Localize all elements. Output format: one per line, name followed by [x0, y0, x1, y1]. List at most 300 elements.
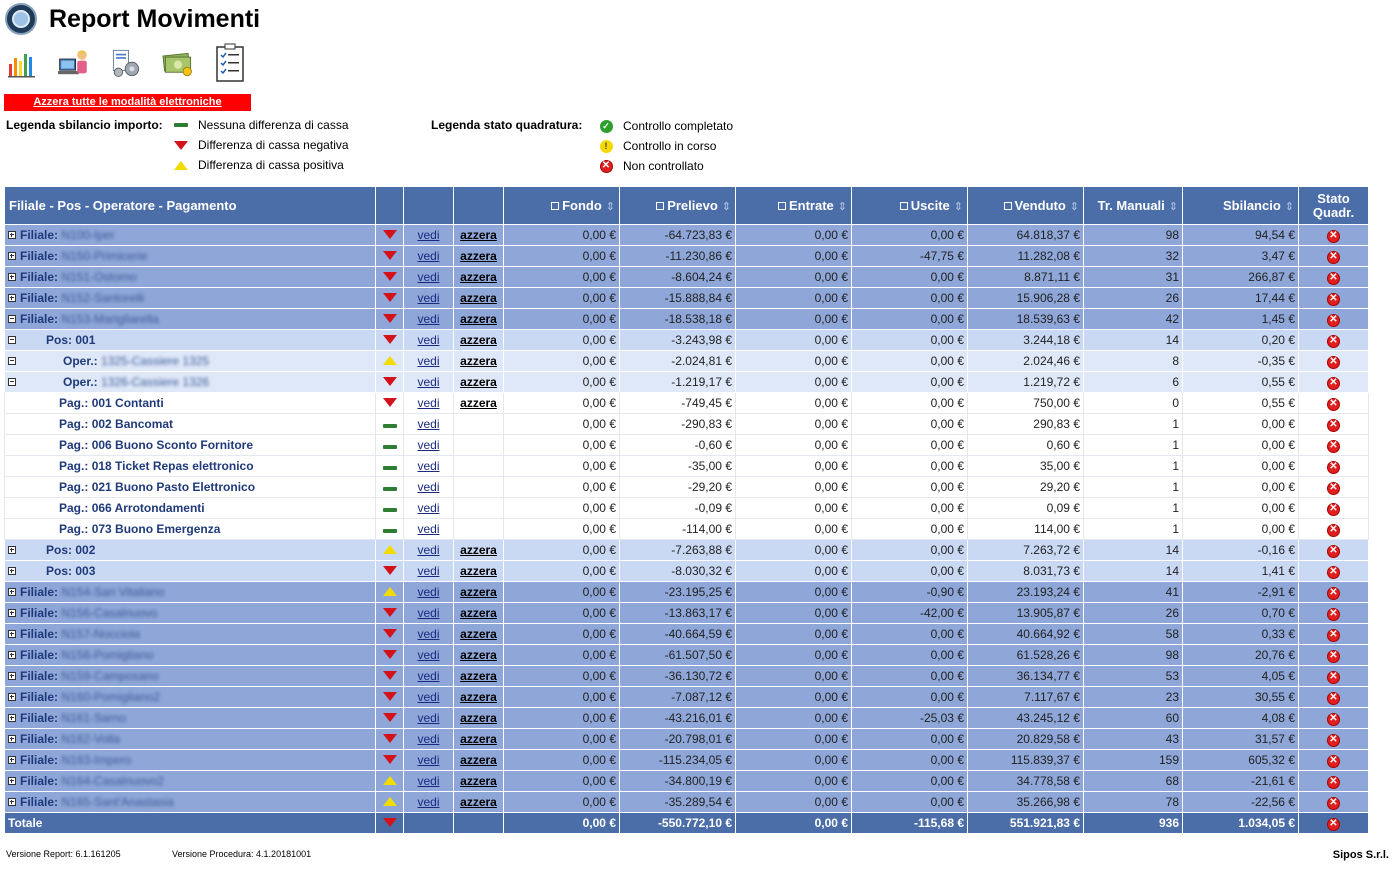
prelievo-cell: -11.230,86 € [620, 246, 736, 267]
azzera-link[interactable]: azzera [460, 711, 497, 725]
col-header-prelievo[interactable]: Prelievo ⇕ [620, 187, 736, 225]
total-row [5, 813, 1369, 834]
not-checked-icon[interactable]: ✕ [1327, 461, 1340, 474]
fondo-cell: 0,00 € [504, 519, 620, 540]
indicator-cell [376, 288, 404, 309]
vedi-link[interactable]: vedi [417, 648, 440, 662]
not-checked-icon[interactable]: ✕ [1327, 482, 1340, 495]
row-label: 018 Ticket Repas elettronico [91, 459, 254, 473]
vedi-link[interactable]: vedi [417, 543, 440, 557]
row-name-cell [5, 540, 376, 561]
azzera-cell [454, 351, 504, 372]
report-table [4, 186, 1369, 834]
row-name-cell [5, 792, 376, 813]
sbilancio-cell: -2,91 € [1183, 582, 1299, 603]
vedi-link[interactable]: vedi [417, 354, 440, 368]
row-prefix: Pos: [46, 564, 73, 578]
venduto-cell: 750,00 € [968, 393, 1084, 414]
pag-row [5, 477, 1369, 498]
legend-item-negative [172, 138, 349, 152]
row-label: N157-Nocciola [61, 627, 141, 641]
pag-row [5, 519, 1369, 540]
sbilancio-cell: 0,00 € [1183, 477, 1299, 498]
not-checked-icon[interactable]: ✕ [1327, 230, 1340, 243]
expand-icon[interactable] [8, 567, 16, 575]
positive-difference-icon [383, 776, 397, 785]
vedi-link[interactable]: vedi [417, 375, 440, 389]
not-checked-icon[interactable]: ✕ [1327, 776, 1340, 789]
check-in-progress-icon: ! [600, 140, 613, 153]
prelievo-cell: -36.130,72 € [620, 666, 736, 687]
row-name-cell [5, 519, 376, 540]
not-checked-icon[interactable]: ✕ [1327, 440, 1340, 453]
azzera-link[interactable]: azzera [460, 249, 497, 263]
not-checked-icon[interactable]: ✕ [1327, 797, 1340, 810]
uscite-cell: 0,00 € [852, 666, 968, 687]
row-label: 006 Buono Sconto Fornitore [91, 438, 254, 452]
stato-cell [1299, 288, 1369, 309]
negative-difference-icon [383, 272, 397, 281]
vedi-cell [404, 540, 454, 561]
entrate-cell: 0,00 € [736, 393, 852, 414]
azzera-link[interactable]: azzera [460, 228, 497, 242]
row-label: N154-San Vitaliano [61, 585, 165, 599]
vedi-link[interactable]: vedi [417, 501, 440, 515]
vedi-link[interactable]: vedi [417, 690, 440, 704]
app-logo-icon [5, 3, 37, 35]
venduto-cell: 64.818,37 € [968, 225, 1084, 246]
row-name-cell [5, 309, 376, 330]
expand-icon[interactable] [8, 735, 16, 743]
azzera-link[interactable]: azzera [460, 606, 497, 620]
no-difference-icon [383, 487, 397, 491]
negative-difference-icon [383, 335, 397, 344]
row-label: N162-Volla [61, 732, 121, 746]
vedi-link[interactable]: vedi [417, 480, 440, 494]
filiale-row [5, 582, 1369, 603]
not-checked-icon[interactable]: ✕ [1327, 692, 1340, 705]
positive-difference-icon [383, 356, 397, 365]
row-prefix: Pag.: [59, 438, 89, 452]
filiale-row [5, 309, 1369, 330]
venduto-cell: 11.282,08 € [968, 246, 1084, 267]
vedi-link[interactable]: vedi [417, 627, 440, 641]
vedi-cell [404, 267, 454, 288]
fondo-cell: 0,00 € [504, 393, 620, 414]
uscite-cell: -25,03 € [852, 708, 968, 729]
row-name-cell [5, 771, 376, 792]
row-name-cell [5, 225, 376, 246]
row-name-cell [5, 687, 376, 708]
negative-difference-icon [383, 818, 397, 827]
expand-icon[interactable] [8, 588, 16, 596]
sort-icon[interactable]: ⇕ [1284, 201, 1294, 213]
vedi-link[interactable]: vedi [417, 459, 440, 473]
stato-cell [1299, 477, 1369, 498]
expand-icon[interactable] [8, 273, 16, 281]
indicator-cell [376, 267, 404, 288]
collapse-icon[interactable] [8, 378, 16, 386]
row-prefix: Pag.: [59, 396, 89, 410]
vedi-cell [404, 330, 454, 351]
vedi-link[interactable]: vedi [417, 564, 440, 578]
vedi-cell [404, 624, 454, 645]
sbilancio-cell: 0,33 € [1183, 624, 1299, 645]
azzera-link[interactable]: azzera [460, 291, 497, 305]
stato-cell [1299, 435, 1369, 456]
vedi-cell [404, 792, 454, 813]
cash-icon[interactable] [162, 44, 194, 82]
stato-cell [1299, 645, 1369, 666]
not-checked-icon[interactable]: ✕ [1327, 587, 1340, 600]
filiale-row [5, 729, 1369, 750]
stato-cell [1299, 309, 1369, 330]
tr-manuali-cell: 43 [1084, 729, 1183, 750]
not-checked-icon[interactable]: ✕ [1327, 671, 1340, 684]
azzera-link[interactable]: azzera [460, 753, 497, 767]
not-checked-icon[interactable]: ✕ [1327, 419, 1340, 432]
prelievo-cell: -749,45 € [620, 393, 736, 414]
expand-col-icon[interactable] [1004, 202, 1012, 210]
vedi-link[interactable]: vedi [417, 291, 440, 305]
venduto-cell: 36.134,77 € [968, 666, 1084, 687]
vedi-link[interactable]: vedi [417, 774, 440, 788]
vedi-cell [404, 519, 454, 540]
indicator-cell [376, 582, 404, 603]
expand-icon[interactable] [8, 630, 16, 638]
tr-manuali-cell: 14 [1084, 561, 1183, 582]
venduto-cell: 3.244,18 € [968, 330, 1084, 351]
collapse-icon[interactable] [8, 315, 16, 323]
azzera-link[interactable]: azzera [460, 690, 497, 704]
not-checked-icon[interactable]: ✕ [1327, 503, 1340, 516]
expand-icon[interactable] [8, 252, 16, 260]
vedi-link[interactable]: vedi [417, 270, 440, 284]
tr-manuali-cell: 8 [1084, 351, 1183, 372]
row-name-cell [5, 729, 376, 750]
azzera-link[interactable]: azzera [460, 312, 497, 326]
sort-icon[interactable]: ⇕ [1168, 201, 1178, 213]
expand-col-icon[interactable] [900, 202, 908, 210]
positive-difference-icon [383, 797, 397, 806]
tr-manuali-cell: 1 [1084, 435, 1183, 456]
vedi-link[interactable]: vedi [417, 312, 440, 326]
prelievo-cell: -8.604,24 € [620, 267, 736, 288]
vedi-link[interactable]: vedi [417, 417, 440, 431]
expand-icon[interactable] [8, 714, 16, 722]
uscite-cell: 0,00 € [852, 477, 968, 498]
sbilancio-cell: 0,00 € [1183, 414, 1299, 435]
negative-difference-icon [383, 713, 397, 722]
col-header-venduto[interactable]: Venduto ⇕ [968, 187, 1084, 225]
total-stato [1299, 813, 1369, 834]
row-prefix: Filiale: [20, 669, 59, 683]
expand-col-icon[interactable] [656, 202, 664, 210]
indicator-cell [376, 561, 404, 582]
azzera-cell [454, 729, 504, 750]
negative-difference-icon [383, 629, 397, 638]
sbilancio-cell: 1,45 € [1183, 309, 1299, 330]
row-prefix: Oper.: [63, 354, 98, 368]
indicator-cell [376, 372, 404, 393]
not-checked-icon[interactable]: ✕ [1327, 734, 1340, 747]
indicator-cell [376, 498, 404, 519]
stato-cell [1299, 498, 1369, 519]
row-name-cell [5, 561, 376, 582]
vedi-link[interactable]: vedi [417, 585, 440, 599]
fondo-cell: 0,00 € [504, 309, 620, 330]
not-checked-icon[interactable]: ✕ [1327, 356, 1340, 369]
operator-icon[interactable] [58, 44, 90, 82]
prelievo-cell: -0,60 € [620, 435, 736, 456]
vedi-link[interactable]: vedi [417, 522, 440, 536]
uscite-cell: 0,00 € [852, 435, 968, 456]
uscite-cell: 0,00 € [852, 519, 968, 540]
col-header-entrate[interactable]: Entrate ⇕ [736, 187, 852, 225]
azzera-link[interactable]: azzera [460, 648, 497, 662]
azzera-cell [454, 561, 504, 582]
stato-cell [1299, 708, 1369, 729]
vedi-link[interactable]: vedi [417, 795, 440, 809]
legend-text: Differenza di cassa negativa [198, 138, 349, 152]
vedi-link[interactable]: vedi [417, 228, 440, 242]
stato-cell [1299, 414, 1369, 435]
azzera-link[interactable]: azzera [460, 543, 497, 557]
col-header-sbilancio[interactable]: Sbilancio ⇕ [1183, 187, 1299, 225]
row-name-cell [5, 645, 376, 666]
azzera-link[interactable]: azzera [460, 564, 497, 578]
col-header-tr-manuali[interactable]: Tr. Manuali ⇕ [1084, 187, 1183, 225]
expand-icon[interactable] [8, 609, 16, 617]
fondo-cell: 0,00 € [504, 288, 620, 309]
not-checked-icon[interactable]: ✕ [1327, 398, 1340, 411]
col-header-indicator [376, 187, 404, 225]
fondo-cell: 0,00 € [504, 477, 620, 498]
vedi-cell [404, 708, 454, 729]
settings-docs-icon[interactable] [110, 44, 142, 82]
row-label: N159-Camposano [61, 669, 159, 683]
tr-manuali-cell: 42 [1084, 309, 1183, 330]
row-label: 1325-Cassiere 1325 [101, 354, 210, 368]
sort-icon[interactable]: ⇕ [837, 201, 847, 213]
chart-icon[interactable] [6, 44, 38, 82]
stato-cell [1299, 330, 1369, 351]
row-prefix: Filiale: [20, 228, 59, 242]
uscite-cell: 0,00 € [852, 687, 968, 708]
filiale-row [5, 225, 1369, 246]
prelievo-cell: -34.800,19 € [620, 771, 736, 792]
not-checked-icon[interactable]: ✕ [1327, 335, 1340, 348]
azzera-cell [454, 645, 504, 666]
fondo-cell: 0,00 € [504, 561, 620, 582]
indicator-cell [376, 225, 404, 246]
tr-manuali-cell: 14 [1084, 540, 1183, 561]
entrate-cell: 0,00 € [736, 666, 852, 687]
reset-all-electronic-button[interactable]: Azzera tutte le modalità elettroniche [4, 94, 251, 111]
col-header-fondo[interactable]: Fondo ⇕ [504, 187, 620, 225]
vedi-link[interactable]: vedi [417, 438, 440, 452]
entrate-cell: 0,00 € [736, 225, 852, 246]
filiale-row [5, 792, 1369, 813]
entrate-cell: 0,00 € [736, 288, 852, 309]
vedi-link[interactable]: vedi [417, 396, 440, 410]
prelievo-cell: -35.289,54 € [620, 792, 736, 813]
venduto-cell: 8.031,73 € [968, 561, 1084, 582]
not-checked-icon[interactable]: ✕ [1327, 650, 1340, 663]
vedi-link[interactable]: vedi [417, 669, 440, 683]
oper-row [5, 351, 1369, 372]
indicator-cell [376, 708, 404, 729]
not-checked-icon[interactable]: ✕ [1327, 566, 1340, 579]
row-name-cell [5, 288, 376, 309]
venduto-cell: 35,00 € [968, 456, 1084, 477]
negative-difference-icon [383, 755, 397, 764]
negative-difference-icon [383, 293, 397, 302]
indicator-cell [376, 729, 404, 750]
row-prefix: Filiale: [20, 270, 59, 284]
row-name-cell [5, 372, 376, 393]
vedi-cell [404, 435, 454, 456]
not-checked-icon[interactable]: ✕ [1327, 629, 1340, 642]
azzera-link[interactable]: azzera [460, 669, 497, 683]
row-prefix: Filiale: [20, 690, 59, 704]
vedi-link[interactable]: vedi [417, 333, 440, 347]
azzera-cell [454, 309, 504, 330]
fondo-cell: 0,00 € [504, 540, 620, 561]
azzera-link[interactable]: azzera [460, 627, 497, 641]
azzera-link[interactable]: azzera [460, 354, 497, 368]
prelievo-cell: -0,09 € [620, 498, 736, 519]
vedi-link[interactable]: vedi [417, 711, 440, 725]
fondo-cell: 0,00 € [504, 330, 620, 351]
tr-manuali-cell: 58 [1084, 624, 1183, 645]
fondo-cell: 0,00 € [504, 372, 620, 393]
no-difference-icon [383, 424, 397, 428]
prelievo-cell: -2.024,81 € [620, 351, 736, 372]
vedi-link[interactable]: vedi [417, 753, 440, 767]
row-label: 002 Bancomat [91, 417, 174, 431]
fondo-cell: 0,00 € [504, 351, 620, 372]
expand-icon[interactable] [8, 756, 16, 764]
not-checked-icon[interactable]: ✕ [1327, 524, 1340, 537]
not-checked-icon[interactable]: ✕ [1327, 713, 1340, 726]
sort-icon[interactable]: ⇕ [953, 201, 963, 213]
indicator-cell [376, 645, 404, 666]
azzera-link[interactable]: azzera [460, 270, 497, 284]
azzera-link[interactable]: azzera [460, 396, 497, 410]
fondo-cell: 0,00 € [504, 729, 620, 750]
indicator-cell [376, 624, 404, 645]
sort-icon[interactable]: ⇕ [721, 201, 731, 213]
filiale-row [5, 687, 1369, 708]
tr-manuali-cell: 23 [1084, 687, 1183, 708]
fondo-cell: 0,00 € [504, 435, 620, 456]
expand-icon[interactable] [8, 672, 16, 680]
vedi-link[interactable]: vedi [417, 732, 440, 746]
expand-icon[interactable] [8, 798, 16, 806]
prelievo-cell: -15.888,84 € [620, 288, 736, 309]
not-checked-icon[interactable]: ✕ [1327, 545, 1340, 558]
entrate-cell: 0,00 € [736, 687, 852, 708]
vedi-cell [404, 645, 454, 666]
entrate-cell: 0,00 € [736, 729, 852, 750]
expand-col-icon[interactable] [778, 202, 786, 210]
not-checked-icon[interactable]: ✕ [1327, 755, 1340, 768]
vedi-link[interactable]: vedi [417, 249, 440, 263]
collapse-icon[interactable] [8, 336, 16, 344]
expand-icon[interactable] [8, 231, 16, 239]
not-checked-icon[interactable]: ✕ [1327, 608, 1340, 621]
not-checked-icon[interactable]: ✕ [1327, 314, 1340, 327]
stato-cell [1299, 792, 1369, 813]
stato-cell [1299, 624, 1369, 645]
azzera-link[interactable]: azzera [460, 585, 497, 599]
azzera-cell [454, 540, 504, 561]
pos-row [5, 540, 1369, 561]
expand-col-icon[interactable] [551, 202, 559, 210]
indicator-cell [376, 309, 404, 330]
azzera-link[interactable]: azzera [460, 795, 497, 809]
expand-icon[interactable] [8, 294, 16, 302]
row-label: N153-Marigliarella [61, 312, 159, 326]
azzera-link[interactable]: azzera [460, 774, 497, 788]
vedi-cell [404, 414, 454, 435]
azzera-link[interactable]: azzera [460, 732, 497, 746]
negative-difference-icon [383, 251, 397, 260]
prelievo-cell: -1.219,17 € [620, 372, 736, 393]
stato-cell [1299, 393, 1369, 414]
not-checked-icon[interactable]: ✕ [1327, 251, 1340, 264]
no-difference-icon [383, 445, 397, 449]
sbilancio-cell: 0,00 € [1183, 519, 1299, 540]
not-checked-icon[interactable]: ✕ [1327, 377, 1340, 390]
expand-icon[interactable] [8, 546, 16, 554]
fondo-cell: 0,00 € [504, 771, 620, 792]
filiale-row [5, 246, 1369, 267]
row-label: N158-Pomigliano [61, 648, 154, 662]
tr-manuali-cell: 26 [1084, 288, 1183, 309]
expand-icon[interactable] [8, 693, 16, 701]
tr-manuali-cell: 1 [1084, 456, 1183, 477]
not-checked-icon[interactable]: ✕ [1327, 272, 1340, 285]
checklist-icon[interactable] [214, 44, 246, 82]
sort-icon[interactable]: ⇕ [1069, 201, 1079, 213]
stato-cell [1299, 729, 1369, 750]
expand-icon[interactable] [8, 651, 16, 659]
uscite-cell: 0,00 € [852, 792, 968, 813]
col-header-uscite[interactable]: Uscite ⇕ [852, 187, 968, 225]
not-checked-icon[interactable]: ✕ [1327, 293, 1340, 306]
uscite-cell: -47,75 € [852, 246, 968, 267]
fondo-cell: 0,00 € [504, 750, 620, 771]
tr-manuali-cell: 98 [1084, 645, 1183, 666]
expand-icon[interactable] [8, 777, 16, 785]
row-name-cell [5, 582, 376, 603]
row-name-cell [5, 414, 376, 435]
sort-icon[interactable]: ⇕ [605, 201, 615, 213]
collapse-icon[interactable] [8, 357, 16, 365]
azzera-cell [454, 414, 504, 435]
row-label: N151-Ostorno [61, 270, 137, 284]
vedi-link[interactable]: vedi [417, 606, 440, 620]
sbilancio-cell: 0,70 € [1183, 603, 1299, 624]
azzera-link[interactable]: azzera [460, 375, 497, 389]
vedi-cell [404, 729, 454, 750]
venduto-cell: 13.905,87 € [968, 603, 1084, 624]
filiale-row [5, 624, 1369, 645]
negative-difference-icon [383, 650, 397, 659]
azzera-link[interactable]: azzera [460, 333, 497, 347]
